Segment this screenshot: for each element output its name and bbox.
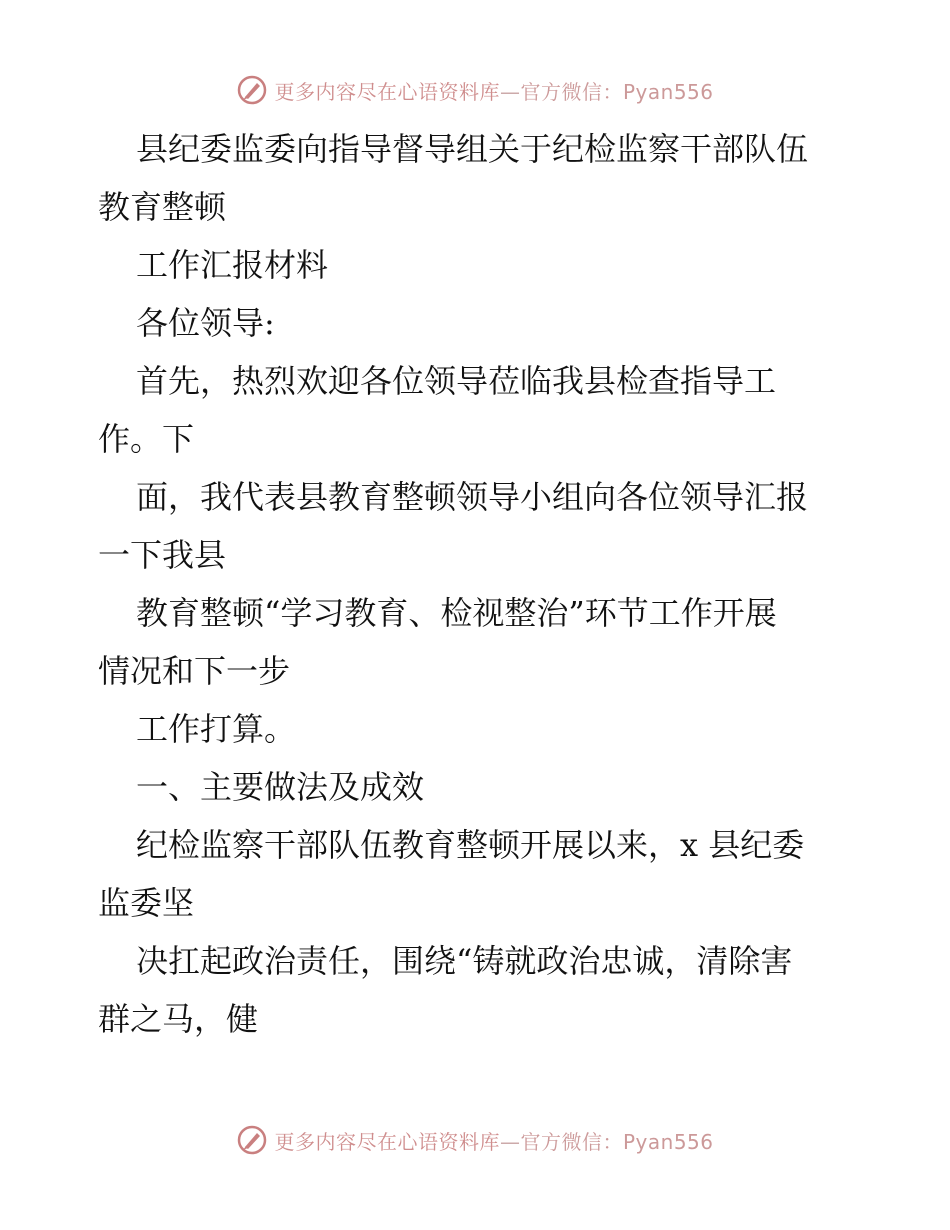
text-line: 首先，热烈欢迎各位领导莅临我县检查指导工 (136, 362, 777, 400)
text-line: 各位领导: (136, 304, 275, 342)
text-line: 作。下 (98, 420, 195, 458)
watermark-separator: — (499, 1129, 521, 1154)
text-line: 群之马，健 (98, 1000, 259, 1038)
watermark-separator: — (499, 79, 521, 104)
text-line: 情况和下一步 (98, 652, 291, 690)
watermark-brand: 更多内容尽在心语资料库 (274, 79, 500, 104)
watermark-brand: 更多内容尽在心语资料库 (274, 1129, 500, 1154)
quill-pen-logo-icon (236, 74, 268, 106)
text-line: 面，我代表县教育整顿领导小组向各位领导汇报 (136, 478, 809, 516)
watermark-wechat-id: Pyan556 (622, 1129, 714, 1154)
watermark-footer (0, 1120, 950, 1160)
watermark-wechat-label: 官方微信： (520, 1129, 623, 1154)
watermark-wechat-id: Pyan556 (622, 79, 714, 104)
text-line: 教育整顿“学习教育、检视整治”环节工作开展 (136, 594, 777, 632)
document-body (98, 120, 858, 1048)
text-line: 工作汇报材料 (136, 246, 329, 284)
text-line: 教育整顿 (98, 188, 227, 226)
text-line: 工作打算。 (136, 710, 297, 748)
quill-pen-logo-icon (236, 1124, 268, 1156)
watermark-header (0, 70, 950, 110)
text-line: 一下我县 (98, 536, 227, 574)
text-line: 纪检监察干部队伍教育整顿开展以来，x 县纪委 (136, 826, 805, 864)
text-line: 监委坚 (98, 884, 195, 922)
text-line: 一、主要做法及成效 (136, 768, 425, 806)
watermark-wechat-label: 官方微信： (520, 79, 623, 104)
text-line: 决扛起政治责任，围绕“铸就政治忠诚，清除害 (136, 942, 793, 980)
text-line: 县纪委监委向指导督导组关于纪检监察干部队伍 (136, 130, 809, 168)
